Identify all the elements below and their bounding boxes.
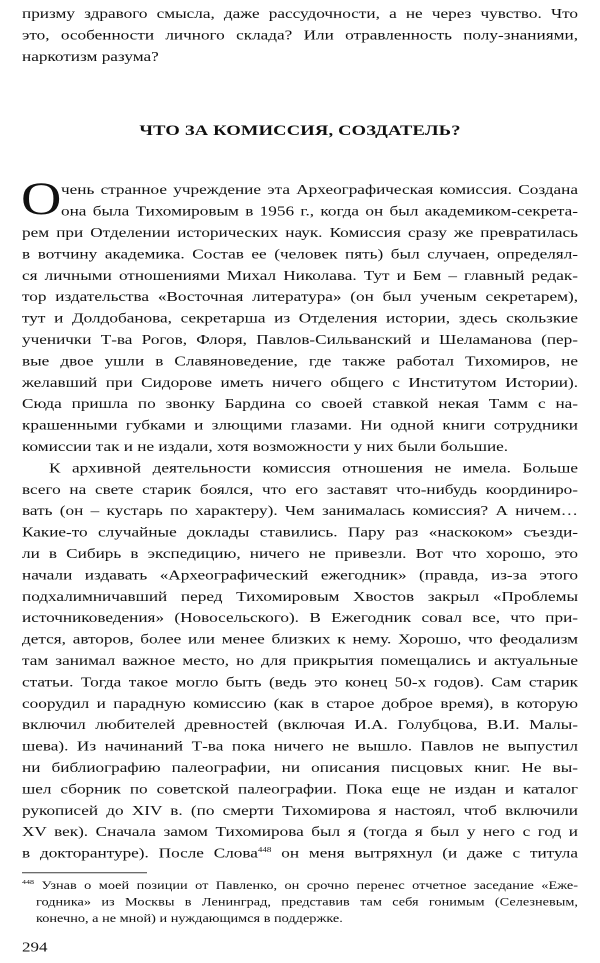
text-line: включил любителей древностей (включая И.А. Голубцова, В.И. Малы- <box>22 716 578 733</box>
text-line: соорудил и парадную комиссию (как в старое доброе время), в которую <box>22 695 578 712</box>
text-line: всего на свете старик боялся, что его заставят что-нибудь координиро- <box>22 481 578 498</box>
text-line: К архивной деятельности комиссия отношения не имела. Больше <box>49 460 578 476</box>
footnote-line: годника» из Москвы в Ленинград, представив там себя гонимым (Селезневым, <box>36 895 578 909</box>
footnote-text: Узнав о моей позиции от Павленко, он срочно перенес отчетное заседание «Еже- <box>34 878 578 893</box>
footnote-line: конечно, а не мной) и нуждающимся в поддержке. <box>36 911 343 926</box>
text-line: Какие-то случайные доклады ставились. Пару раз «наскоком» съезди- <box>22 524 578 540</box>
text-line: крашенными губками и злющими глазами. Ни одной книги сотрудники <box>22 417 578 433</box>
chapter-title: ЧТО ЗА КОМИССИЯ, СОЗДАТЕЛЬ? <box>139 122 461 140</box>
text-line: ученички Т-ва Рогов, Флоря, Павлов-Сильванский и Шеламанова (пер- <box>22 331 578 348</box>
text-line: это, особенности личного склада? Или отравленность полу-знаниями, <box>22 27 578 43</box>
text-line: призму здравого смысла, даже рассудочности, а не через чувство. Что <box>22 5 578 22</box>
text-line: желавший при Сидорове иметь ничего общего с Институтом Истории). <box>22 374 578 391</box>
drop-cap: О <box>21 173 62 225</box>
text-line: вать (он – кустарь по характеру). Чем занималась комиссия? А ничем… <box>22 502 578 519</box>
text-line: она была Тихомировым в 1956 г., когда он был академиком-секрета- <box>61 203 578 219</box>
text-line: в вотчину академика. Состав ее (человек пять) был случаен, определял- <box>22 246 578 262</box>
text-line: ся личными отношениями Михал Николава. Тут и Бем – главный редак- <box>22 267 578 284</box>
footnote-number: 448 <box>22 878 34 886</box>
text-line: статьи. Тогда такое могло быть (ведь это конец 50-х годов). Сам старик <box>22 674 578 690</box>
text-line: тор издательства «Восточная литература» (он был ученым секретарем), <box>22 288 578 305</box>
text-line: XV век). Сначала замом Тихомирова был я (тогда я был у него с год и <box>22 823 578 840</box>
footnote-line <box>22 877 578 893</box>
text-fragment: в докторантуре). После Слова <box>22 845 258 861</box>
text-line: Сюда пришла по звонку Бардина со своей ставкой некая Тамм с на- <box>22 395 578 412</box>
text-line: подхалимничавший перед Тихомировым Хвостов закрыл «Проблемы <box>22 588 578 605</box>
text-line: ни библиографию палеографии, ни описания писцовых книг. Не вы- <box>22 759 578 776</box>
text-line: рем при Отделении исторических наук. Комиссия сразу же превратилась <box>22 224 578 241</box>
page-number: 294 <box>22 939 48 955</box>
text-line: источниковедения» (Новосельского). В Ежегодник совал все, что при- <box>22 609 578 626</box>
text-line: дется, авторов, более или менее близких к нему. Хорошо, что феодализм <box>22 631 578 647</box>
text-line: шел сборник по советской палеографии. Пока еще не издан и каталог <box>22 781 578 797</box>
text-line: комиссии так и не издали, хотя возможности у них были большие. <box>22 438 509 455</box>
footnote-ref-mark: 448 <box>257 845 272 854</box>
footnote-divider <box>22 872 147 873</box>
text-line <box>22 843 578 864</box>
text-line: начали издавать «Археографический ежегодник» (правда, из-за этого <box>22 567 578 583</box>
text-line: вые двое ушли в Славяноведение, где также работал Тихомиров, не <box>22 353 578 369</box>
text-line: тут и Долдобанова, секретарша из Отделения истории, здесь скользкие <box>22 310 578 326</box>
text-line: шева). Из начинаний Т-ва пока ничего не вышло. Павлов не выпустил <box>22 738 578 754</box>
text-line: там занимал важное место, но для прикрытия помещались и актуальные <box>22 652 578 669</box>
text-line: ли в Сибирь в экспедицию, ничего не привезли. Вот что хорошо, это <box>22 545 578 562</box>
text-line: чень странное учреждение эта Археографическая комиссия. Создана <box>61 181 578 198</box>
text-line: рукописей до XIV в. (по смерти Тихомирова я настоял, чтоб включили <box>22 802 578 819</box>
text-fragment: он меня вытряхнул (и даже с титула <box>271 845 578 861</box>
text-line: наркотизм разума? <box>22 48 159 65</box>
